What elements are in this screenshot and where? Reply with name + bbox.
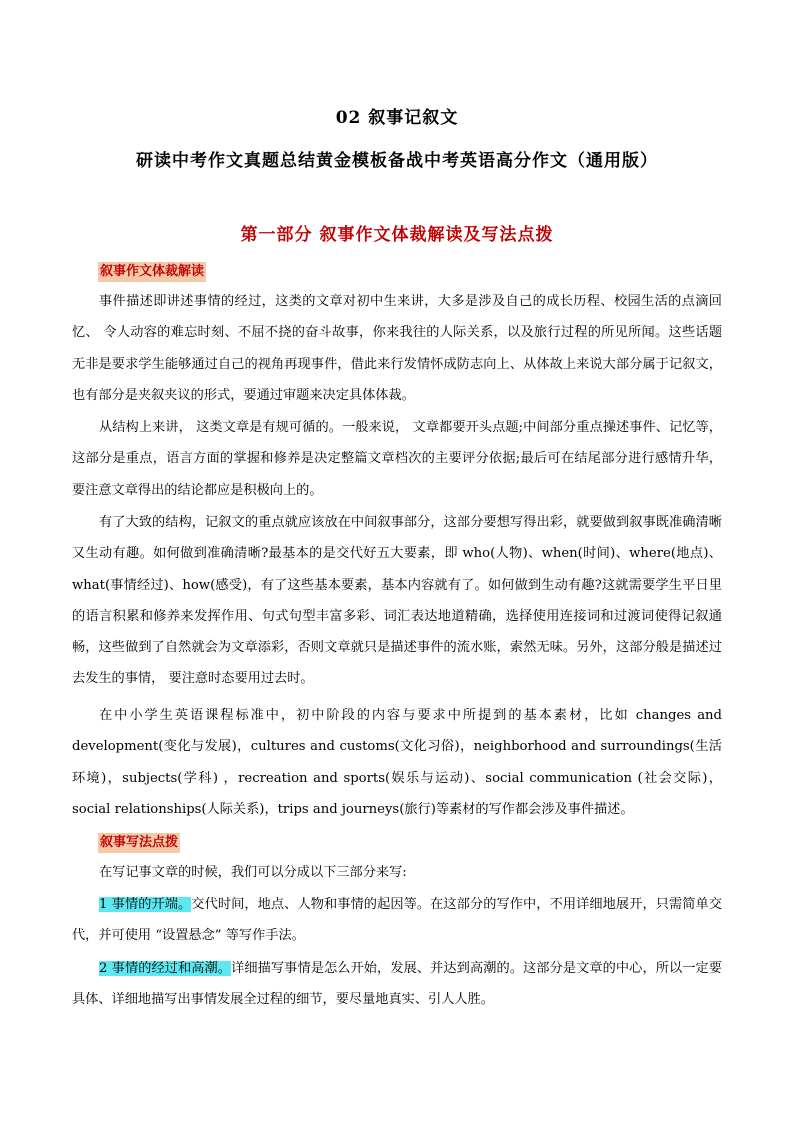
- doc-title-line2: 研读中考作文真题总结黄金模板备战中考英语高分作文（通用版）: [136, 151, 658, 171]
- section-label-genre: 叙事作文体裁解读: [98, 262, 206, 282]
- paragraph-4: 在中小学生英语课程标准中，初中阶段的内容与要求中所提到的基本素材，比如 changes and development(变化与发展)，cultures and customs(文化习俗)，neighborhood and surroundings(生活环境)，subjects(学科) ，recreation and sports(娱乐与运动)、social communication (社会交际)，social relationships(人际关系)，trips and journeys(旅行)等素材的写作都会涉及事件描述。: [72, 708, 722, 817]
- part-one-title: 第一部分 叙事作文体裁解读及写法点拨: [240, 225, 554, 245]
- paragraph-item-1: [72, 889, 722, 952]
- item-2-highlight-label: 2 事情的经过和高潮。: [99, 961, 232, 976]
- paragraph-3: 有了大致的结构，记叙文的重点就应该放在中间叙事部分，这部分要想写得出彩，就要做到叙事既准确清晰又生动有趣。如何做到准确清晰?最基本的是交代好五大要素，即 who(人物)、when(时间)、where(地点)、what(事情经过)、how(感受)，有了这些基本要素，基本内容就有了。如何做到生动有趣?这就需要学生平日里的语言积累和修养来发挥作用、句式句型丰富多彩、词汇表达地道精确，选择使用连接词和过渡词使得记叙通畅，这些做到了自然就会为文章添彩，否则文章就只是描述事件的流水账，索然无味。另外，这部分般是描述过去发生的事情， 要注意时态要用过去时。: [72, 515, 722, 687]
- item-1-highlight-label: 1 事情的开端。: [99, 897, 192, 912]
- paragraph-1: 事件描述即讲述事情的经过，这类的文章对初中生来讲，大多是涉及自己的成长历程、校园生活的点滴回忆、 令人动容的难忘时刻、不屈不挠的奋斗故事，你来我往的人际关系，以及旅行过程的所见所闻。这些话题无非是要求学生能够通过自己的视角再现事件，借此来行发情怀成防志向上、从体故上来说大部分属于记叙文，也有部分是夹叙夹议的形式，要通过审题来决定具体体裁。: [72, 294, 722, 403]
- item-1-text: 交代时间，地点、人物和事情的起因等。在这部分的写作中，不用详细地展开，只需简单交代，并可使用 “设置悬念” 等写作手法。: [72, 897, 722, 944]
- doc-title-line1: 02 叙事记叙文: [335, 108, 459, 128]
- paragraph-item-2: [72, 953, 722, 1016]
- paragraph-2: 从结构上来讲， 这类文章是有规可循的。一般来说， 文章都要开头点题;中间部分重点操述事件、记忆等，这部分是重点，语言方面的掌握和修养是决定整篇文章档次的主要评分依据;最后可在结尾部分进行感情升华，要注意文章得出的结论都应是积极向上的。: [72, 420, 722, 498]
- paragraph-intro: 在写记事文章的时候，我们可以分成以下三部分来写:: [99, 865, 407, 880]
- item-2-text: 详细描写事情是怎么开始，发展、并达到高潮的。这部分是文章的中心，所以一定要具体、详细地描写出事情发展全过程的细节，要尽量地真实、引人人胜。: [72, 961, 722, 1008]
- section-label-writing-tips: 叙事写法点拨: [98, 833, 180, 853]
